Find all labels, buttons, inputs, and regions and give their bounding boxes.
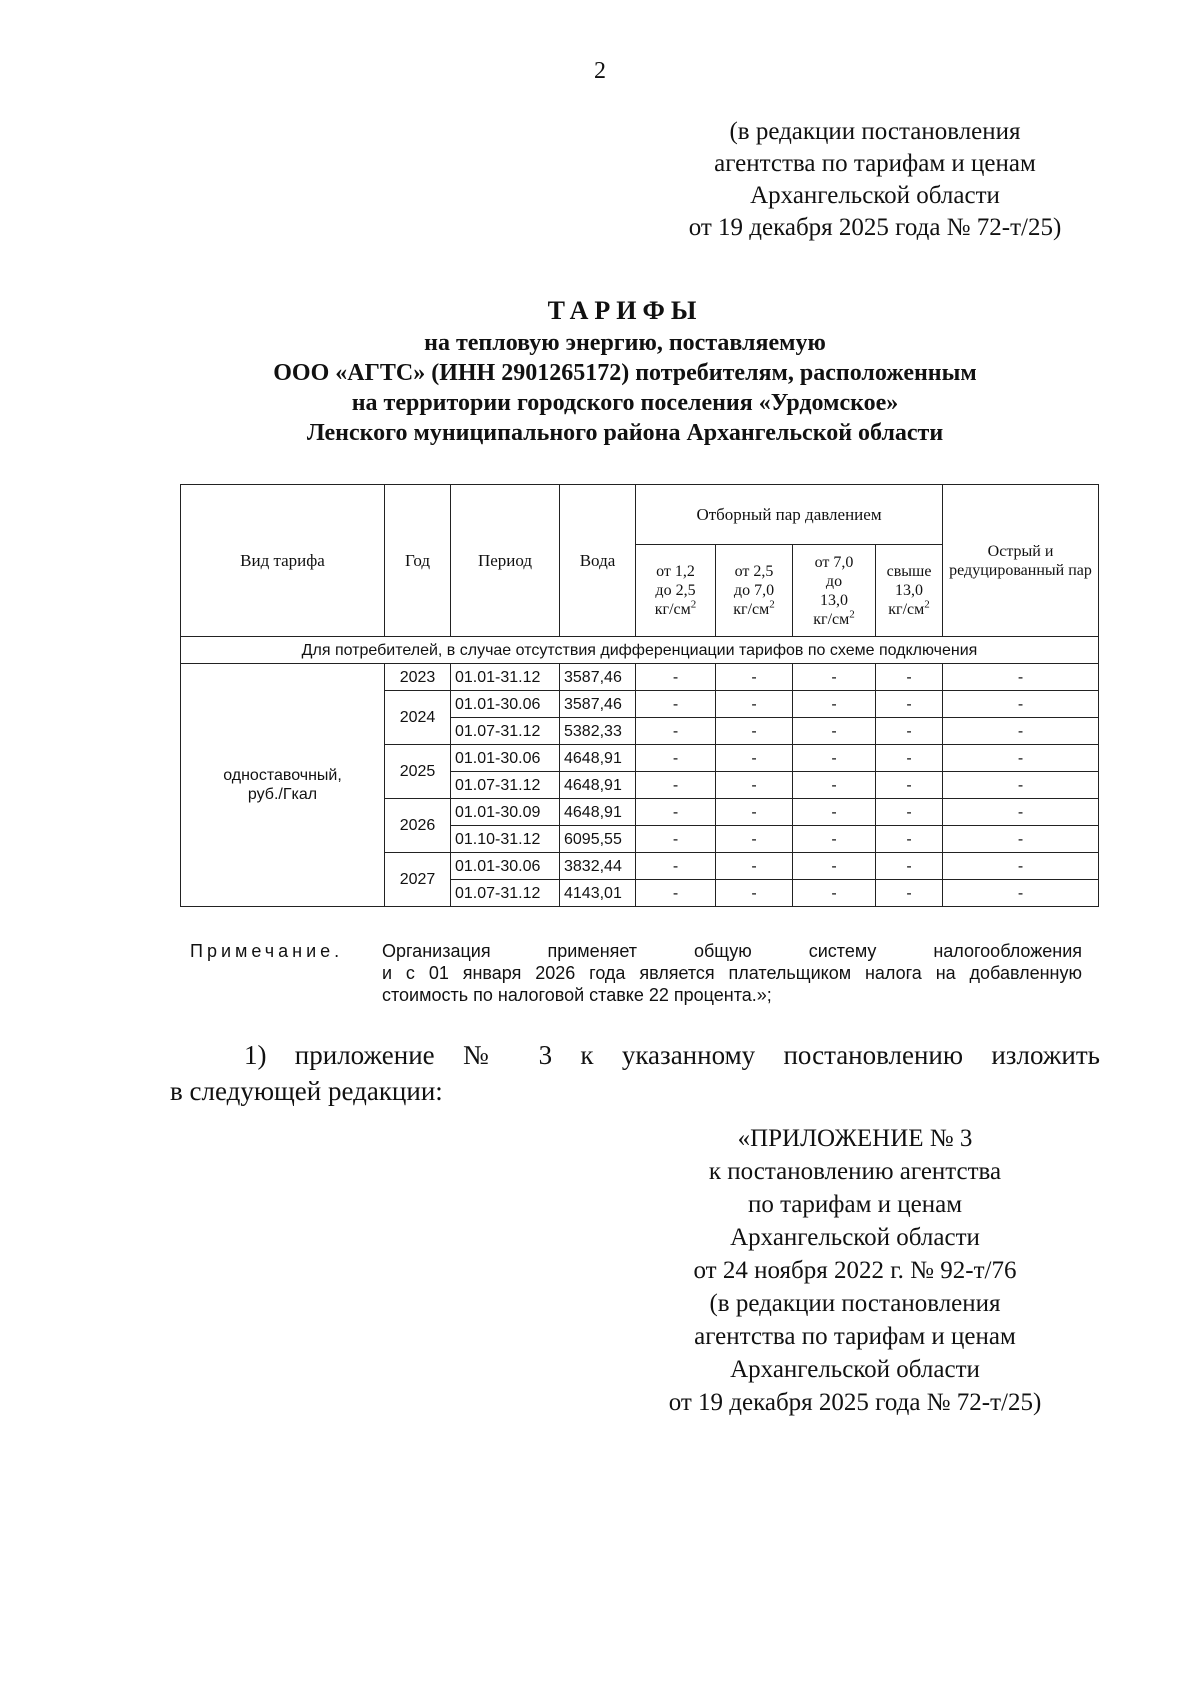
dash-cell: - (636, 772, 716, 799)
dash-cell: - (876, 772, 943, 799)
header-unit (795, 610, 873, 629)
period-cell: 01.01-30.06 (451, 745, 560, 772)
appendix-line: по тарифам и ценам (747, 1191, 963, 1218)
note-label: Примечание. (190, 941, 344, 961)
paragraph-line: 1) приложение № 3 к указанному постановлению изложить (244, 1040, 1100, 1070)
period-cell: 01.01-30.09 (451, 799, 560, 826)
appendix-line: Архангельской области (730, 1356, 980, 1383)
dash-cell: - (716, 718, 793, 745)
header-sharp-steam: Острый и редуцированный пар (943, 485, 1099, 637)
dash-cell: - (793, 826, 876, 853)
appendix-line: Архангельской области (730, 1224, 980, 1251)
dash-cell: - (636, 880, 716, 907)
dash-cell: - (636, 745, 716, 772)
edition-note-line: агентства по тарифам и ценам (714, 150, 1036, 177)
dash-cell: - (636, 664, 716, 691)
edition-note-line: от 19 декабря 2025 года № 72-т/25) (688, 214, 1062, 241)
header-steam-group: Отборный пар давлением (636, 485, 943, 545)
dash-cell: - (876, 745, 943, 772)
dash-cell: - (793, 772, 876, 799)
water-value-cell: 5382,33 (560, 718, 636, 745)
appendix-line: агентства по тарифам и ценам (694, 1323, 1016, 1350)
unit-text: кг/см (733, 601, 770, 618)
header-line: от 2,5 (734, 563, 774, 580)
dash-cell: - (636, 718, 716, 745)
dash-cell: - (636, 799, 716, 826)
appendix-line: «ПРИЛОЖЕНИЕ № 3 (737, 1125, 973, 1152)
dash-cell: - (716, 799, 793, 826)
dash-cell: - (943, 880, 1099, 907)
header-line: до 7,0 (733, 582, 775, 599)
year-cell: 2023 (385, 664, 451, 691)
page-number: 2 (594, 58, 606, 84)
dash-cell: - (636, 826, 716, 853)
header-line: до (825, 572, 843, 590)
unit-sup: 2 (849, 608, 855, 621)
unit-text: кг/см (813, 610, 850, 628)
edition-note-line: Архангельской области (750, 182, 1000, 209)
period-cell: 01.07-31.12 (451, 880, 560, 907)
header-line: от 7,0 (814, 553, 854, 571)
water-value-cell: 3587,46 (560, 691, 636, 718)
dash-cell: - (793, 853, 876, 880)
title-line: Ленского муниципального района Архангельской области (306, 420, 944, 446)
appendix-line: к постановлению агентства (708, 1158, 1002, 1185)
unit-text: кг/см (888, 601, 925, 618)
header-period: Период (451, 485, 560, 637)
header-unit (878, 600, 940, 619)
period-cell: 01.01-30.06 (451, 853, 560, 880)
dash-cell: - (876, 880, 943, 907)
dash-cell: - (793, 664, 876, 691)
appendix-line: от 19 декабря 2025 года № 72-т/25) (668, 1389, 1042, 1416)
tariff-type-cell (181, 664, 385, 907)
dash-cell: - (636, 691, 716, 718)
water-value-cell: 4648,91 (560, 799, 636, 826)
water-value-cell: 4648,91 (560, 772, 636, 799)
dash-cell: - (943, 745, 1099, 772)
header-steam-2.5-7 (716, 545, 793, 637)
appendix-line: (в редакции постановления (709, 1290, 1001, 1317)
note-text (382, 940, 1082, 1006)
note-line: Организация применяет общую систему налогообложения (382, 941, 1082, 961)
water-value-cell: 6095,55 (560, 826, 636, 853)
year-cell: 2024 (385, 691, 451, 745)
edition-note-line: (в редакции постановления (729, 118, 1021, 145)
dash-cell: - (793, 691, 876, 718)
appendix-block (620, 1122, 1090, 1419)
title-main: ТАРИФЫ (547, 296, 703, 325)
dash-cell: - (716, 664, 793, 691)
unit-text: кг/см (654, 601, 691, 618)
header-unit (638, 600, 713, 619)
appendix-line: от 24 ноября 2022 г. № 92-т/76 (693, 1257, 1017, 1284)
dash-cell: - (716, 691, 793, 718)
header-steam-over-13 (876, 545, 943, 637)
unit-sup: 2 (924, 598, 930, 611)
period-cell: 01.07-31.12 (451, 772, 560, 799)
unit-sup: 2 (769, 598, 775, 611)
header-unit (718, 600, 790, 619)
dash-cell: - (943, 691, 1099, 718)
tariff-type-line: руб./Гкал (247, 786, 318, 803)
edition-note (640, 116, 1110, 244)
header-year: Год (385, 485, 451, 637)
dash-cell: - (876, 799, 943, 826)
header-line: до 2,5 (655, 582, 696, 599)
dash-cell: - (876, 691, 943, 718)
subheader-row: Для потребителей, в случае отсутствия дифференциации тарифов по схеме подключения (181, 637, 1099, 664)
dash-cell: - (716, 853, 793, 880)
period-cell: 01.10-31.12 (451, 826, 560, 853)
header-tariff-type: Вид тарифа (181, 485, 385, 637)
header-line: от 1,2 (656, 563, 695, 580)
water-value-cell: 3832,44 (560, 853, 636, 880)
dash-cell: - (636, 853, 716, 880)
header-steam-7-13 (793, 545, 876, 637)
dash-cell: - (793, 799, 876, 826)
header-water: Вода (560, 485, 636, 637)
dash-cell: - (943, 664, 1099, 691)
paragraph-line: в следующей редакции: (170, 1076, 443, 1106)
dash-cell: - (716, 772, 793, 799)
dash-cell: - (876, 853, 943, 880)
title-line: на тепловую энергию, поставляемую (424, 330, 826, 356)
header-steam-1-2.5 (636, 545, 716, 637)
year-cell: 2026 (385, 799, 451, 853)
dash-cell: - (876, 718, 943, 745)
dash-cell: - (793, 880, 876, 907)
dash-cell: - (943, 853, 1099, 880)
period-cell: 01.01-31.12 (451, 664, 560, 691)
title-line: ООО «АГТС» (ИНН 2901265172) потребителям, расположенным (273, 360, 977, 386)
dash-cell: - (793, 745, 876, 772)
dash-cell: - (943, 799, 1099, 826)
dash-cell: - (943, 826, 1099, 853)
header-line: 13,0 (895, 582, 923, 599)
note-rest: и с 01 января 2026 года является плательщиком налога на добавленную стоимость по налоговой ставке 22 процента.»; (382, 963, 1082, 1005)
title-line: на территории городского поселения «Урдомское» (351, 390, 899, 416)
dash-cell: - (943, 718, 1099, 745)
dash-cell: - (793, 718, 876, 745)
period-cell: 01.07-31.12 (451, 718, 560, 745)
paragraph (170, 1037, 1100, 1109)
document-title (150, 296, 1100, 448)
table-row (181, 664, 1099, 691)
dash-cell: - (716, 880, 793, 907)
tariffs-table (180, 484, 1099, 907)
dash-cell: - (716, 826, 793, 853)
dash-cell: - (876, 826, 943, 853)
tariff-type-line: одноставочный, (223, 767, 342, 784)
year-cell: 2025 (385, 745, 451, 799)
water-value-cell: 3587,46 (560, 664, 636, 691)
dash-cell: - (943, 772, 1099, 799)
year-cell: 2027 (385, 853, 451, 907)
water-value-cell: 4143,01 (560, 880, 636, 907)
header-line: 13,0 (820, 591, 848, 609)
period-cell: 01.01-30.06 (451, 691, 560, 718)
header-line: свыше (886, 563, 932, 580)
unit-sup: 2 (690, 598, 697, 611)
dash-cell: - (876, 664, 943, 691)
water-value-cell: 4648,91 (560, 745, 636, 772)
dash-cell: - (716, 745, 793, 772)
